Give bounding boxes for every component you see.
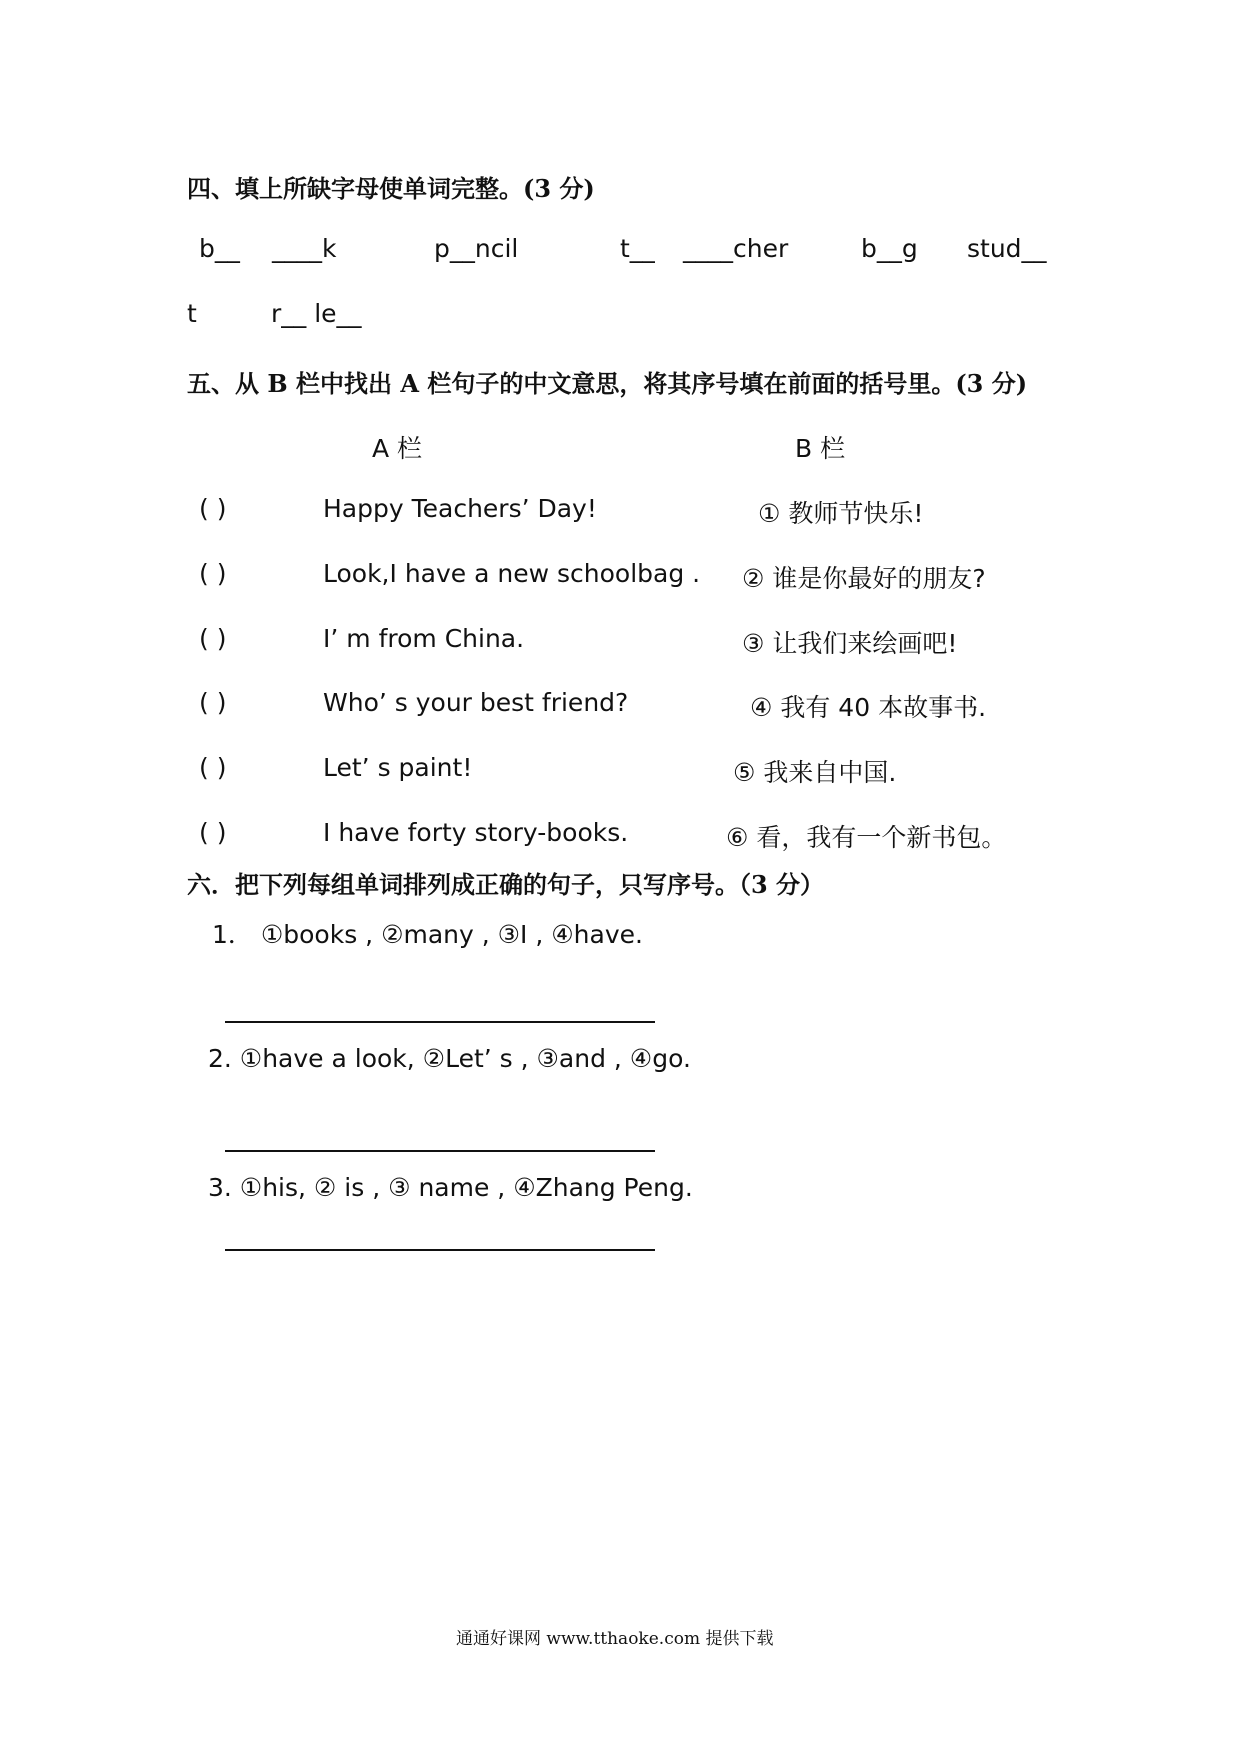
answer-paren: ( ) [199, 688, 227, 717]
word-blank-7: stud__ [967, 234, 1047, 263]
column-a-header: A 栏 [372, 434, 423, 463]
column-b-header: B 栏 [795, 434, 846, 463]
word-blank-1: b__ [199, 234, 240, 263]
column-a-sentence: Who’ s your best friend? [323, 688, 629, 717]
column-a-sentence: Happy Teachers’ Day! [323, 494, 597, 523]
word-blank-9: r__ le__ [271, 299, 362, 328]
column-b-translation: ① 教师节快乐! [758, 499, 924, 528]
word-blank-6: b__g [861, 234, 918, 263]
column-b-translation: ③ 让我们来绘画吧! [742, 629, 958, 658]
answer-paren: ( ) [199, 624, 227, 653]
answer-paren: ( ) [199, 494, 227, 523]
answer-paren: ( ) [199, 559, 227, 588]
answer-line-2 [225, 1150, 655, 1152]
answer-paren: ( ) [199, 753, 227, 782]
answer-line-1 [225, 1021, 655, 1023]
column-a-sentence: I’ m from China. [323, 624, 525, 653]
column-a-sentence: Let’ s paint! [323, 753, 473, 782]
word-blank-5: ____cher [683, 234, 789, 263]
reorder-item-3: 3. ①his, ② is , ③ name , ④Zhang Peng. [208, 1173, 693, 1202]
section6-heading: 六．把下列每组单词排列成正确的句子，只写序号。（3 分） [187, 870, 825, 899]
section4-heading: 四、填上所缺字母使单词完整。(3 分) [187, 174, 595, 203]
reorder-item-2: 2. ①have a look, ②Let’ s , ③and , ④go. [208, 1044, 691, 1073]
word-blank-8: t [187, 299, 197, 328]
reorder-item-1: 1． ①books , ②many , ③I , ④have. [212, 920, 643, 949]
column-b-translation: ⑤ 我来自中国. [733, 758, 897, 787]
footer-source: 通通好课网 www.tthaoke.com 提供下载 [456, 1629, 774, 1649]
word-blank-2: ____k [272, 234, 337, 263]
answer-line-3 [225, 1249, 655, 1251]
word-blank-4: t__ [620, 234, 655, 263]
column-a-sentence: Look,I have a new schoolbag . [323, 559, 701, 588]
column-b-translation: ② 谁是你最好的朋友? [742, 564, 986, 593]
word-blank-3: p__ncil [434, 234, 519, 263]
column-a-sentence: I have forty story-books. [323, 818, 629, 847]
answer-paren: ( ) [199, 818, 227, 847]
column-b-translation: ④ 我有 40 本故事书. [750, 693, 987, 722]
section5-heading: 五、从 B 栏中找出 A 栏句子的中文意思，将其序号填在前面的括号里。(3 分) [187, 369, 1028, 398]
column-b-translation: ⑥ 看，我有一个新书包。 [726, 823, 1007, 852]
